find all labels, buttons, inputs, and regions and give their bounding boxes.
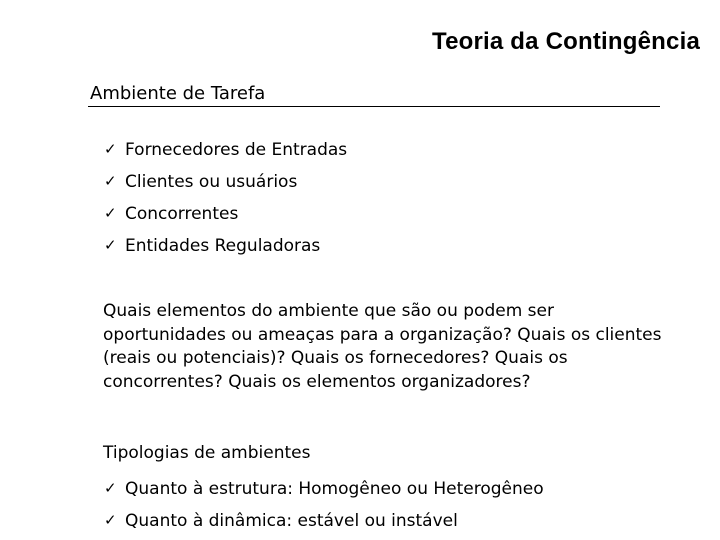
list-item-label: Concorrentes — [125, 204, 239, 224]
list-item-label: Entidades Reguladoras — [125, 236, 321, 256]
list-item — [104, 232, 347, 264]
check-icon: ✓ — [104, 511, 117, 529]
list-item-label: Fornecedores de Entradas — [125, 140, 348, 160]
list-item-label: Quanto à dinâmica: estável ou instável — [125, 511, 458, 531]
check-icon: ✓ — [104, 479, 117, 497]
list-item — [104, 475, 544, 507]
slide-title: Teoria da Contingência — [432, 28, 700, 55]
list-item — [104, 168, 347, 200]
divider — [88, 106, 660, 107]
check-icon: ✓ — [104, 204, 117, 222]
list-item — [104, 200, 347, 232]
typology-header: Tipologias de ambientes — [103, 443, 311, 463]
task-environment-list — [104, 136, 347, 264]
list-item — [104, 507, 544, 539]
check-icon: ✓ — [104, 140, 117, 158]
questions-paragraph: Quais elementos do ambiente que são ou podem ser oportunidades ou ameaças para a organização? Quais os clientes (reais ou potenciais)? Quais os fornecedores? Quais os concorrentes? Quais os elementos organizadores? — [103, 301, 662, 392]
check-icon: ✓ — [104, 172, 117, 190]
list-item-label: Quanto à estrutura: Homogêneo ou Heterogêneo — [125, 479, 544, 499]
list-item — [104, 136, 347, 168]
section-header: Ambiente de Tarefa — [90, 83, 266, 104]
check-icon: ✓ — [104, 236, 117, 254]
list-item-label: Clientes ou usuários — [125, 172, 298, 192]
typology-list — [104, 475, 544, 539]
